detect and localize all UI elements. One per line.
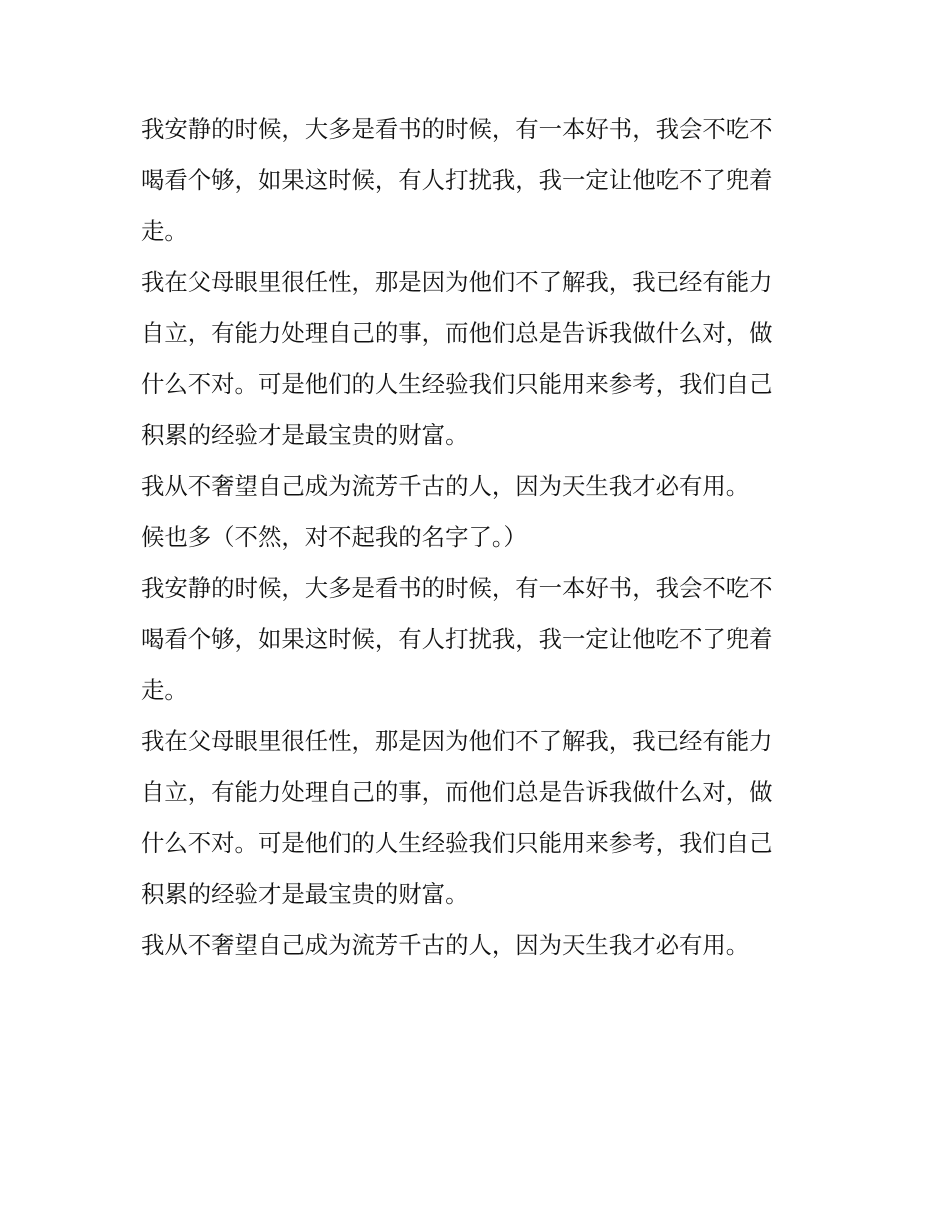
text-line: 什么不对。可是他们的人生经验我们只能用来参考，我们自己 bbox=[141, 370, 773, 398]
text-line: 我在父母眼里很任性，那是因为他们不了解我，我已经有能力 bbox=[141, 268, 773, 296]
text-line: 我安静的时候，大多是看书的时候，有一本好书，我会不吃不 bbox=[141, 115, 773, 143]
document-body bbox=[141, 104, 813, 971]
text-line: 自立，有能力处理自己的事，而他们总是告诉我做什么对，做 bbox=[141, 319, 773, 347]
text-line: 我从不奢望自己成为流芳千古的人，因为天生我才必有用。 bbox=[141, 931, 750, 959]
text-line: 候也多（不然，对不起我的名字了。） bbox=[141, 523, 527, 551]
text-line: 积累的经验才是最宝贵的财富。 bbox=[141, 421, 469, 449]
text-line: 喝看个够，如果这时候，有人打扰我，我一定让他吃不了兜着 bbox=[141, 166, 773, 194]
text-line: 什么不对。可是他们的人生经验我们只能用来参考，我们自己 bbox=[141, 829, 773, 857]
text-line: 我安静的时候，大多是看书的时候，有一本好书，我会不吃不 bbox=[141, 574, 773, 602]
text-line: 我在父母眼里很任性，那是因为他们不了解我，我已经有能力 bbox=[141, 727, 773, 755]
text-line: 积累的经验才是最宝贵的财富。 bbox=[141, 880, 469, 908]
text-line: 喝看个够，如果这时候，有人打扰我，我一定让他吃不了兜着 bbox=[141, 625, 773, 653]
text-line: 自立，有能力处理自己的事，而他们总是告诉我做什么对，做 bbox=[141, 778, 773, 806]
text-line: 走。 bbox=[141, 676, 188, 704]
text-line: 走。 bbox=[141, 217, 188, 245]
text-line: 我从不奢望自己成为流芳千古的人，因为天生我才必有用。 bbox=[141, 472, 750, 500]
